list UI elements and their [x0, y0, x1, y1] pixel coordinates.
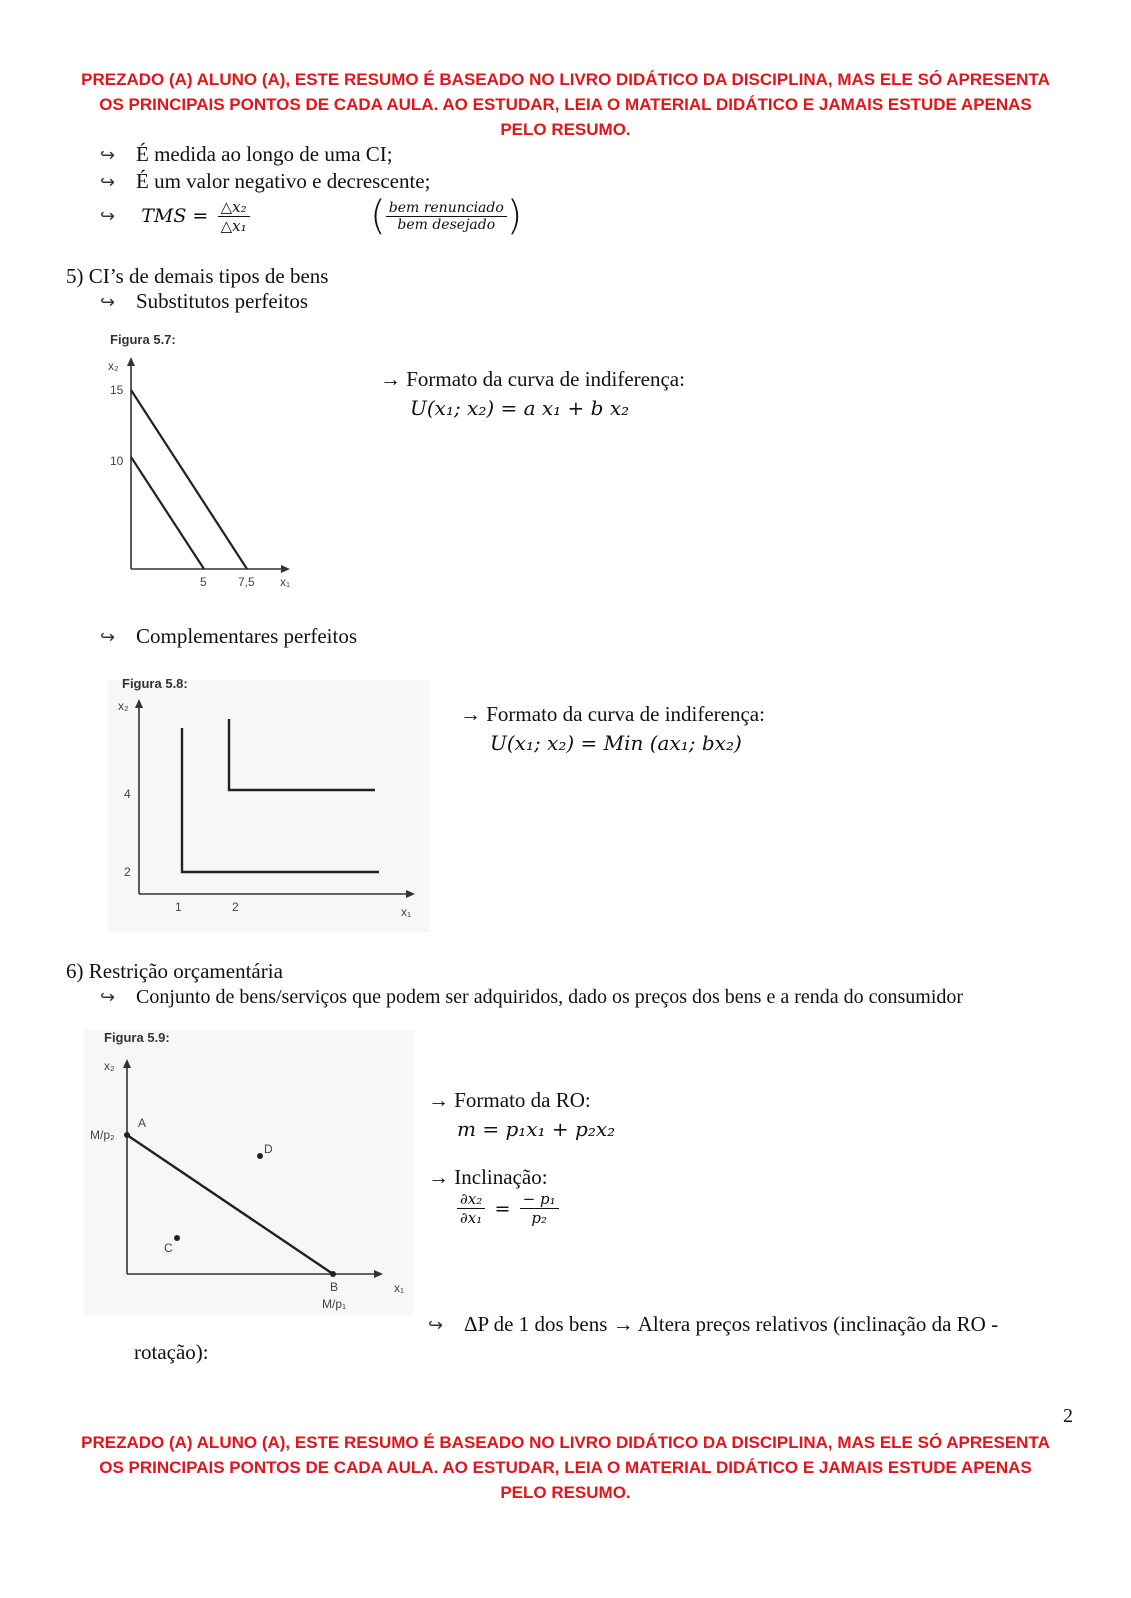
- banner-line-2: OS PRINCIPAIS PONTOS DE CADA AULA. AO ESTUDAR, LEIA O MATERIAL DIDÁTICO E JAMAIS ESTUDE APENAS: [99, 1458, 1032, 1477]
- slope-lhs-fraction: $\frac{\text{∂x₂}}{\text{∂x₁}}$: [457, 1190, 485, 1227]
- tms-formula: ↪ TMS = $\frac{\text{△x₂}}{\text{△x₁}}$ ( $\frac{\text{bem renunciado}}{\text{bem desejado}}$ ): [100, 193, 523, 239]
- disclaimer-banner-bottom: [60, 1430, 1071, 1505]
- tick-x-5: 5: [200, 575, 207, 589]
- tick-y-4: 4: [124, 787, 131, 801]
- figure-label: Figura 5.8:: [122, 676, 188, 691]
- x-axis-arrow-icon: [406, 890, 415, 898]
- x-intercept-label: M/p₁: [322, 1297, 347, 1311]
- price-change-bullet: ↪ ΔP de 1 dos bens → Altera preços relativos (inclinação da RO -: [428, 1312, 999, 1336]
- budget-formula: m = p₁x₁ + p₂x₂: [457, 1117, 616, 1141]
- figure-5-9: [84, 1030, 414, 1315]
- point-a-label: A: [138, 1116, 147, 1130]
- tick-x-7-5: 7,5: [238, 575, 255, 589]
- point-c-label: C: [164, 1241, 173, 1255]
- section-5-heading: 5) CI’s de demais tipos de bens: [66, 264, 329, 288]
- tms-goods-fraction: $\frac{\text{bem renunciado}}{\text{bem desejado}}$: [386, 200, 507, 233]
- figure-5-8: [108, 676, 430, 932]
- x-axis-label: x₁: [401, 905, 412, 919]
- y-axis-arrow-icon: [127, 357, 135, 366]
- bullet-tms-measured: ↪ É medida ao longo de uma CI;: [100, 142, 393, 166]
- complements-note: → Formato da curva de indiferença:: [460, 702, 765, 726]
- substitutes-formula: U(x₁; x₂) = a x₁ + b x₂: [410, 396, 630, 420]
- point-a-marker: [124, 1132, 130, 1138]
- bullet-budget-definition: ↪ Conjunto de bens/serviços que podem ser adquiridos, dado os preços dos bens e a renda do consumidor: [100, 986, 964, 1008]
- price-change-continuation: rotação):: [134, 1340, 209, 1364]
- slope-note: → Inclinação:: [428, 1165, 548, 1189]
- slope-formula: $\frac{\text{∂x₂}}{\text{∂x₁}}$ = $\frac{\text{− p₁}}{\text{p₂}}$: [457, 1190, 559, 1227]
- substitutes-graph: [100, 352, 320, 617]
- y-axis-label: x₂: [108, 359, 119, 373]
- complements-graph: [108, 694, 430, 944]
- x-axis-arrow-icon: [281, 565, 290, 573]
- tick-x-2: 2: [232, 900, 239, 914]
- x-axis-arrow-icon: [374, 1270, 383, 1278]
- banner-line-2: OS PRINCIPAIS PONTOS DE CADA AULA. AO ESTUDAR, LEIA O MATERIAL DIDÁTICO E JAMAIS ESTUDE APENAS: [99, 95, 1032, 114]
- y-axis-label: x₂: [118, 699, 129, 713]
- indifference-line-low: [131, 457, 204, 569]
- point-d-marker: [257, 1153, 263, 1159]
- point-b-label: B: [330, 1280, 339, 1294]
- complements-formula: U(x₁; x₂) = Min (ax₁; bx₂): [490, 731, 742, 755]
- point-d-label: D: [264, 1142, 273, 1156]
- hook-arrow-icon: ↪: [100, 145, 116, 166]
- hook-arrow-icon: ↪: [100, 172, 116, 193]
- bullet-perfect-complements: ↪ Complementares perfeitos: [100, 624, 358, 648]
- y-axis-arrow-icon: [123, 1059, 131, 1068]
- banner-line-1: PREZADO (A) ALUNO (A), ESTE RESUMO É BASEADO NO LIVRO DIDÁTICO DA DISCIPLINA, MAS ELE SÓ APRESENTA: [81, 1433, 1050, 1452]
- section-6-heading: 6) Restrição orçamentária: [66, 959, 283, 983]
- banner-line-3: PELO RESUMO.: [500, 1483, 631, 1502]
- tick-x-1: 1: [175, 900, 182, 914]
- substitutes-note: → Formato da curva de indiferença:: [380, 367, 685, 391]
- l-curve-high: [229, 719, 375, 790]
- hook-arrow-icon: ↪: [100, 627, 116, 648]
- figure-label: Figura 5.7:: [110, 332, 176, 347]
- tick-y-10: 10: [110, 454, 124, 468]
- hook-arrow-icon: ↪: [100, 292, 116, 313]
- tick-y-15: 15: [110, 383, 124, 397]
- figure-5-7: [100, 330, 320, 600]
- hook-arrow-icon: ↪: [428, 1315, 444, 1336]
- y-intercept-label: M/p₂: [90, 1128, 115, 1142]
- figure-label: Figura 5.9:: [104, 1030, 170, 1045]
- disclaimer-banner-top: [60, 67, 1071, 142]
- slope-rhs-fraction: $\frac{\text{− p₁}}{\text{p₂}}$: [520, 1190, 559, 1227]
- page-number: 2: [1063, 1405, 1073, 1427]
- y-axis-arrow-icon: [135, 699, 143, 708]
- banner-line-3: PELO RESUMO.: [500, 120, 631, 139]
- x-axis-label: x₁: [280, 575, 291, 589]
- bullet-tms-negative: ↪ É um valor negativo e decrescente;: [100, 169, 431, 193]
- budget-line: [127, 1135, 333, 1274]
- hook-arrow-icon: ↪: [100, 205, 116, 227]
- tms-fraction: $\frac{\text{△x₂}}{\text{△x₁}}$: [218, 198, 250, 235]
- tick-y-2: 2: [124, 865, 131, 879]
- point-c-marker: [174, 1235, 180, 1241]
- budget-constraint-graph: [84, 1052, 414, 1317]
- x-axis-label: x₁: [394, 1281, 405, 1295]
- budget-format-note: → Formato da RO:: [428, 1088, 591, 1112]
- hook-arrow-icon: ↪: [100, 987, 116, 1008]
- l-curve-low: [182, 728, 379, 872]
- indifference-line-high: [131, 390, 247, 569]
- point-b-marker: [330, 1271, 336, 1277]
- bullet-perfect-substitutes: ↪ Substitutos perfeitos: [100, 289, 309, 313]
- banner-line-1: PREZADO (A) ALUNO (A), ESTE RESUMO É BASEADO NO LIVRO DIDÁTICO DA DISCIPLINA, MAS ELE SÓ APRESENTA: [81, 70, 1050, 89]
- y-axis-label: x₂: [104, 1059, 115, 1073]
